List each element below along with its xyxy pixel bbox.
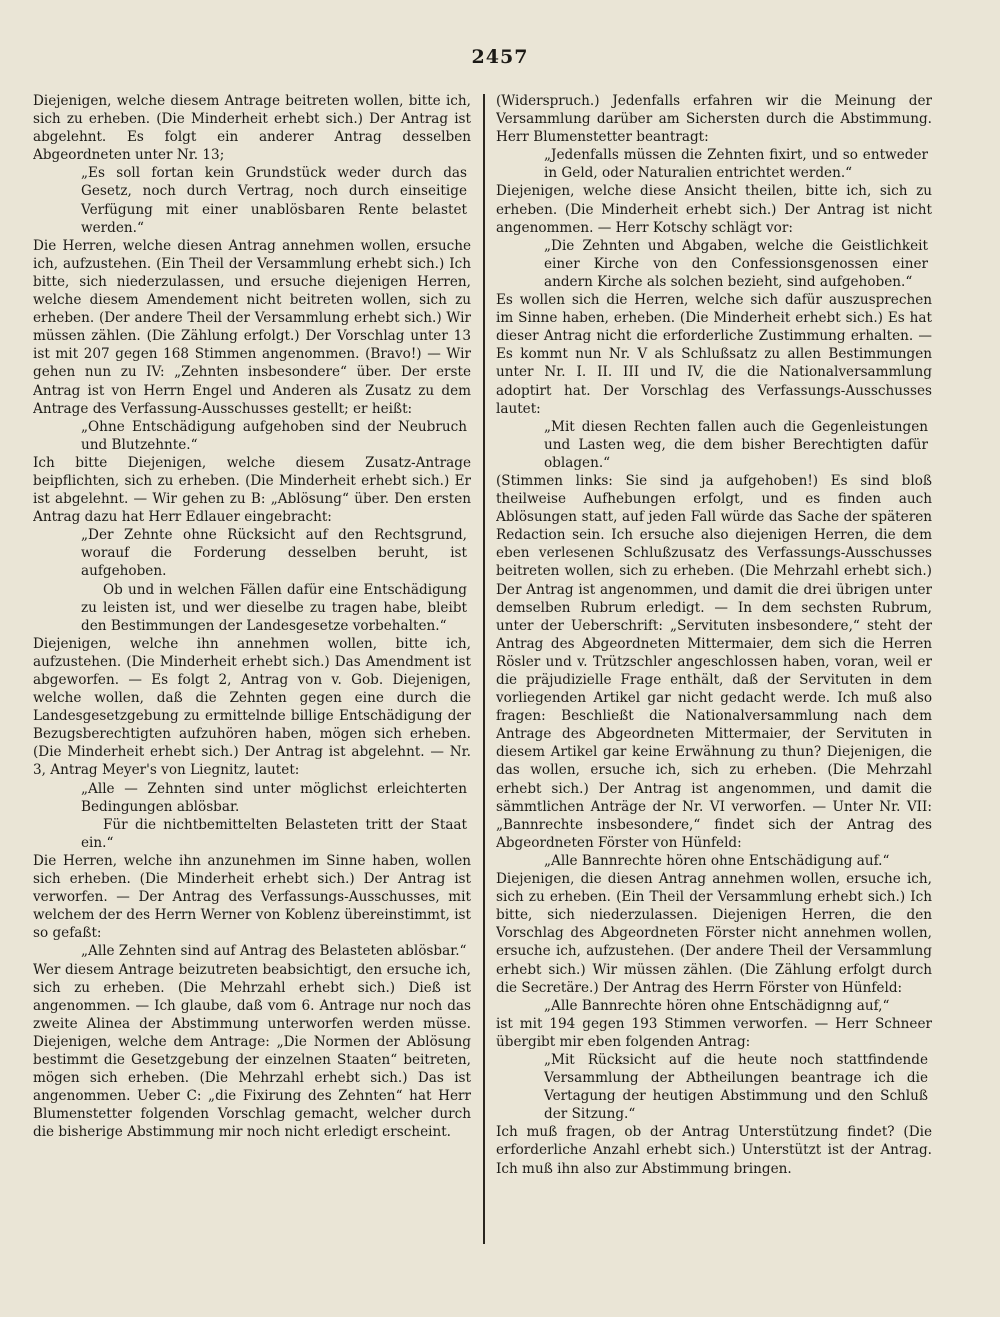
paragraph: Diejenigen, die diesen Antrag annehmen wollen, ersuche ich, sich zu erheben. (Ein Theil der Versammlung erhebt sich.) Ich bitte, sich niederzulassen. Diejenigen Herren, die den Vorschlag des Abgeordneten Förster nicht annehmen wollen, ersuche ich, aufzustehen. (Der andere Theil der Versammlung erhebt sich.) Wir müssen zählen. (Die Zählung erfolgt durch die Secretäre.) Der Antrag des Herrn Förster von Hünfeld: xyxy=(496,871,932,996)
quote: „Jedenfalls müssen die Zehnten fixirt, und so entweder in Geld, oder Naturalien entrichtet werden.“ xyxy=(544,147,928,182)
paragraph: Diejenigen, welche diese Ansicht theilen, bitte ich, sich zu erheben. (Die Minderheit erhebt sich.) Der Antrag ist nicht angenommen. — Herr Kotschy schlägt vor: xyxy=(496,183,932,236)
paragraph: Die Herren, welche diesen Antrag annehmen wollen, ersuche ich, aufzustehen. (Ein Theil der Versammlung erhebt sich.) Ich bitte, sich niederzulassen, und ersuche diejenigen Herren, welche diesem Amendement nicht beitreten wollen, sich zu erheben. (Der andere Theil der Versammlung erhebt sich.) Wir müssen zählen. (Die Zählung erfolgt.) Der Vorschlag unter 13 ist mit 207 gegen 168 Stimmen angenommen. (Bravo!) — Wir gehen nun zu IV: „Zehnten insbesondere“ über. Der erste Antrag ist von Herrn Engel und Anderen als Zusatz zu dem Antrage des Verfassung-Ausschusses gestellt; er heißt: xyxy=(33,237,471,417)
right-column xyxy=(496,92,932,1277)
quote: Ob und in welchen Fällen dafür eine Entschädigung zu leisten ist, und wer dieselbe zu tragen habe, bleibt den Bestimmungen der Landesgesetze vorbehalten.“ xyxy=(81,581,467,634)
quote: „Die Zehnten und Abgaben, welche die Geistlichkeit einer Kirche von den Confessionsgenossen einer andern Kirche als solchen bezieht, sind aufgehoben.“ xyxy=(544,237,928,290)
quote: „Ohne Entschädigung aufgehoben sind der Neubruch und Blutzehnte.“ xyxy=(81,418,467,453)
paragraph: Es wollen sich die Herren, welche sich dafür auszusprechen im Sinne haben, erheben. (Die Minderheit erhebt sich.) Es hat dieser Antrag nicht die erforderliche Zustimmung erhalten. — Es kommt nun Nr. V als Schlußsatz zu allen Bestimmungen unter Nr. I. II. III und IV, die die Nationalversammlung adoptirt hat. Der Vorschlag des Verfassungs-Ausschusses lautet: xyxy=(496,292,932,417)
page-number: 2457 xyxy=(471,46,529,68)
paragraph: Diejenigen, welche diesem Antrage beitreten wollen, bitte ich, sich zu erheben. (Die Minderheit erhebt sich.) Der Antrag ist abgelehnt. Es folgt ein anderer Antrag desselben Abgeordneten unter Nr. 13; xyxy=(33,93,471,164)
quote: Für die nichtbemittelten Belasteten tritt der Staat ein.“ xyxy=(81,816,467,851)
quote: „Mit Rücksicht auf die heute noch stattfindende Versammlung der Abtheilungen beantrage ich die Vertagung der heutigen Abstimmung und den Schluß der Sitzung.“ xyxy=(544,1051,928,1123)
quote: „Es soll fortan kein Grundstück weder durch das Gesetz, noch durch Vertrag, noch durch einseitige Verfügung mit einer unablösbaren Rente belastet werden.“ xyxy=(81,165,467,236)
quote: „Der Zehnte ohne Rücksicht auf den Rechtsgrund, worauf die Forderung desselben beruht, ist aufgehoben. xyxy=(81,527,467,580)
quote: „Alle Zehnten sind auf Antrag des Belasteten ablösbar.“ xyxy=(81,943,467,960)
left-column xyxy=(33,92,471,1277)
paragraph: (Stimmen links: Sie sind ja aufgehoben!) Es sind bloß theilweise Aufhebungen erfolgt, und es finden auch Ablösungen statt, auf jeden Fall würde das Sache der späteren Redaction sein. Ich ersuche also diejenigen Herren, die dem eben verlesenen Schlußzusatz des Verfassungs-Ausschusses beitreten wollen, sich zu erheben. (Die Mehrzahl erhebt sich.) Der Antrag ist angenommen, und damit die drei übrigen unter demselben Rubrum erledigt. — In dem sechsten Rubrum, unter der Ueberschrift: „Servituten insbesondere,“ steht der Antrag des Abgeordneten Mittermaier, dem sich die Herren Rösler und v. Trützschler angeschlossen haben, voran, weil er die präjudizielle Frage enthält, daß der Servituten in dem vorliegenden Artikel gar nicht gedacht werde. Ich muß also fragen: Beschließt die Nationalversammlung nach dem Antrage des Abgeordneten Mittermaier, der Servituten in diesem Artikel gar keine Erwähnung zu thun? Diejenigen, die das wollen, ersuche ich, sich zu erheben. (Die Mehrzahl erhebt sich.) Der Antrag ist angenommen, und damit die sämmtlichen Anträge der Nr. VI verworfen. — Unter Nr. VII: „Bannrechte insbesondere,“ findet sich der Antrag des Abgeordneten Förster von Hünfeld: xyxy=(496,472,932,851)
quote: „Alle — Zehnten sind unter möglichst erleichterten Bedingungen ablösbar. xyxy=(81,780,467,815)
paragraph: (Widerspruch.) Jedenfalls erfahren wir die Meinung der Versammlung darüber am Sichersten durch die Abstimmung. Herr Blumenstetter beantragt: xyxy=(496,93,932,146)
column-divider xyxy=(483,94,485,1244)
quote: „Alle Bannrechte hören ohne Entschädignng auf,“ xyxy=(544,997,890,1014)
paragraph: Ich bitte Diejenigen, welche diesem Zusatz-Antrage beipflichten, sich zu erheben. (Die Minderheit erhebt sich.) Er ist abgelehnt. — Wir gehen zu B: „Ablösung“ über. Den ersten Antrag dazu hat Herr Edlauer eingebracht: xyxy=(33,454,471,526)
paragraph: Die Herren, welche ihn anzunehmen im Sinne haben, wollen sich erheben. (Die Minderheit erhebt sich.) Der Antrag ist verworfen. — Der Antrag des Verfassungs-Ausschusses, mit welchem der des Herrn Werner von Koblenz übereinstimmt, ist so gefaßt: xyxy=(33,852,471,942)
quote: „Alle Bannrechte hören ohne Entschädigung auf.“ xyxy=(544,852,890,869)
paragraph: Ich muß fragen, ob der Antrag Unterstützung findet? (Die erforderliche Anzahl erhebt sich.) Unterstützt ist der Antrag. Ich muß ihn also zur Abstimmung bringen. xyxy=(496,1124,932,1177)
quote: „Mit diesen Rechten fallen auch die Gegenleistungen und Lasten weg, die dem bisher Berechtigten dafür oblagen.“ xyxy=(544,418,928,471)
paragraph: Diejenigen, welche ihn annehmen wollen, bitte ich, aufzustehen. (Die Minderheit erhebt sich.) Das Amendment ist abgeworfen. — Es folgt 2, Antrag von v. Gob. Diejenigen, welche wollen, daß die Zehnten gegen eine durch die Landesgesetzgebung zu ermittelnde billige Entschädigung der Bezugsberechtigten aufzuhören haben, mögen sich erheben. (Die Minderheit erhebt sich.) Der Antrag ist abgelehnt. — Nr. 3, Antrag Meyer's von Liegnitz, lautet: xyxy=(33,635,471,779)
paragraph: Wer diesem Antrage beizutreten beabsichtigt, den ersuche ich, sich zu erheben. (Die Mehrzahl erhebt sich.) Dieß ist angenommen. — Ich glaube, daß vom 6. Antrage nur noch das zweite Alinea der Abstimmung unterworfen werden müsse. Diejenigen, welche dem Antrage: „Die Normen der Ablösung bestimmt die Gesetzgebung der einzelnen Staaten“ beitreten, mögen sich erheben. (Die Mehrzahl erhebt sich.) Das ist angenommen. Ueber C: „die Fixirung des Zehnten“ hat Herr Blumenstetter folgenden Vorschlag gemacht, welcher durch die bisherige Abstimmung mir noch nicht erledigt erscheint. xyxy=(33,961,471,1141)
paragraph: ist mit 194 gegen 193 Stimmen verworfen. — Herr Schneer übergibt mir eben folgenden Antrag: xyxy=(496,1015,932,1050)
